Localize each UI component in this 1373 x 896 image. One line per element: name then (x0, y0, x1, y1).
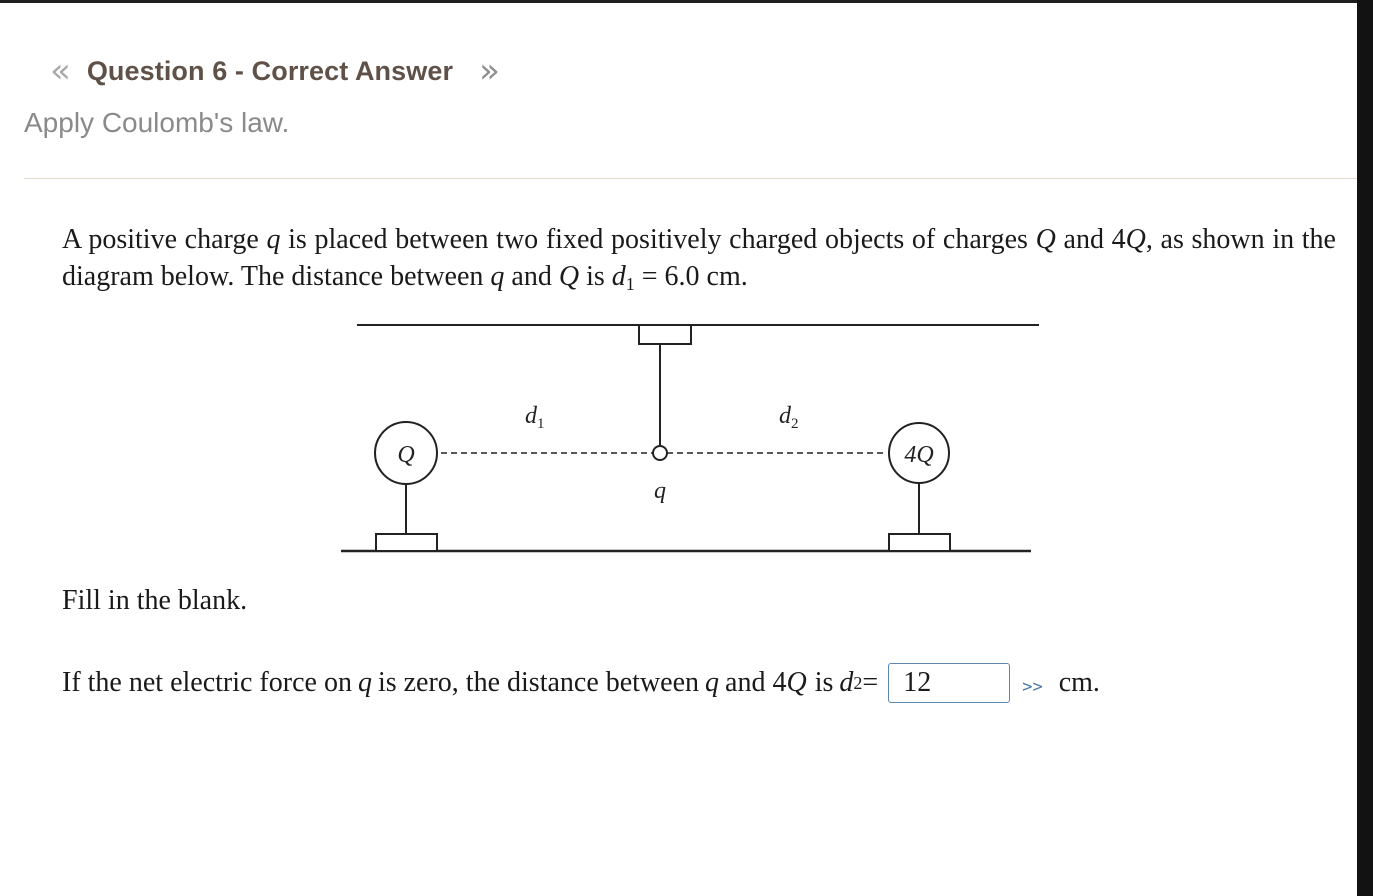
divider (24, 178, 1357, 179)
label-d1-letter: d (525, 403, 537, 429)
problem-text: is (579, 261, 612, 292)
previous-question-icon[interactable]: « (50, 51, 71, 91)
label-d1-subscript: 1 (537, 416, 545, 432)
var-d: d (839, 667, 854, 698)
label-d1 (525, 403, 545, 432)
label-d2-letter: d (779, 403, 791, 429)
left-stand-base (376, 534, 437, 551)
label-Q: Q (397, 442, 415, 468)
label-q: q (654, 478, 666, 504)
equals-sign: = (862, 667, 879, 698)
var-q: q (266, 224, 281, 255)
var-q: q (490, 261, 505, 292)
var-d: d (611, 261, 626, 292)
problem-text: and (504, 261, 559, 292)
answer-row: If the net electric force on q is zero, the distance between q and 4 Q is d 2 = 12 >> cm. (62, 663, 1100, 703)
var-d-subscript: 1 (625, 274, 635, 294)
charges-diagram (335, 313, 1045, 563)
label-d2 (779, 403, 799, 432)
answer-text: is (814, 667, 834, 698)
var-q: q (705, 667, 720, 698)
answer-input[interactable]: 12 (888, 663, 1010, 703)
problem-statement (62, 221, 1336, 295)
next-question-icon[interactable]: » (479, 51, 500, 91)
answer-text: is zero, the distance between (377, 667, 700, 698)
problem-text: is placed between two fixed positively charged objects of charges (280, 224, 1036, 255)
var-Q: Q (558, 261, 580, 292)
right-stand-base (889, 534, 950, 551)
problem-text: and 4 (1055, 224, 1126, 255)
check-answer-button[interactable]: >> (1022, 677, 1043, 697)
question-title: Question 6 - Correct Answer (86, 55, 454, 86)
instruction-text: Fill in the blank. (62, 585, 248, 616)
var-q: q (357, 667, 372, 698)
problem-text: = 6.0 cm. (634, 261, 748, 292)
var-Q: Q (786, 667, 807, 698)
answer-text: and 4 (725, 667, 787, 698)
question-nav (50, 51, 500, 91)
charge-q (653, 446, 667, 460)
var-Q: Q (1125, 224, 1146, 255)
problem-text: , as shown in the diagram below. The distance between (62, 224, 1336, 292)
label-4Q: 4Q (904, 442, 934, 468)
var-Q: Q (1035, 224, 1056, 255)
hint-text: Apply Coulomb's law. (24, 107, 290, 138)
answer-text: If the net electric force on (62, 667, 352, 698)
ceiling-mount (639, 325, 691, 344)
units-label: cm. (1058, 667, 1100, 698)
label-d2-subscript: 2 (791, 416, 799, 432)
window-edge (1357, 0, 1373, 896)
problem-text: A positive charge (62, 224, 267, 255)
